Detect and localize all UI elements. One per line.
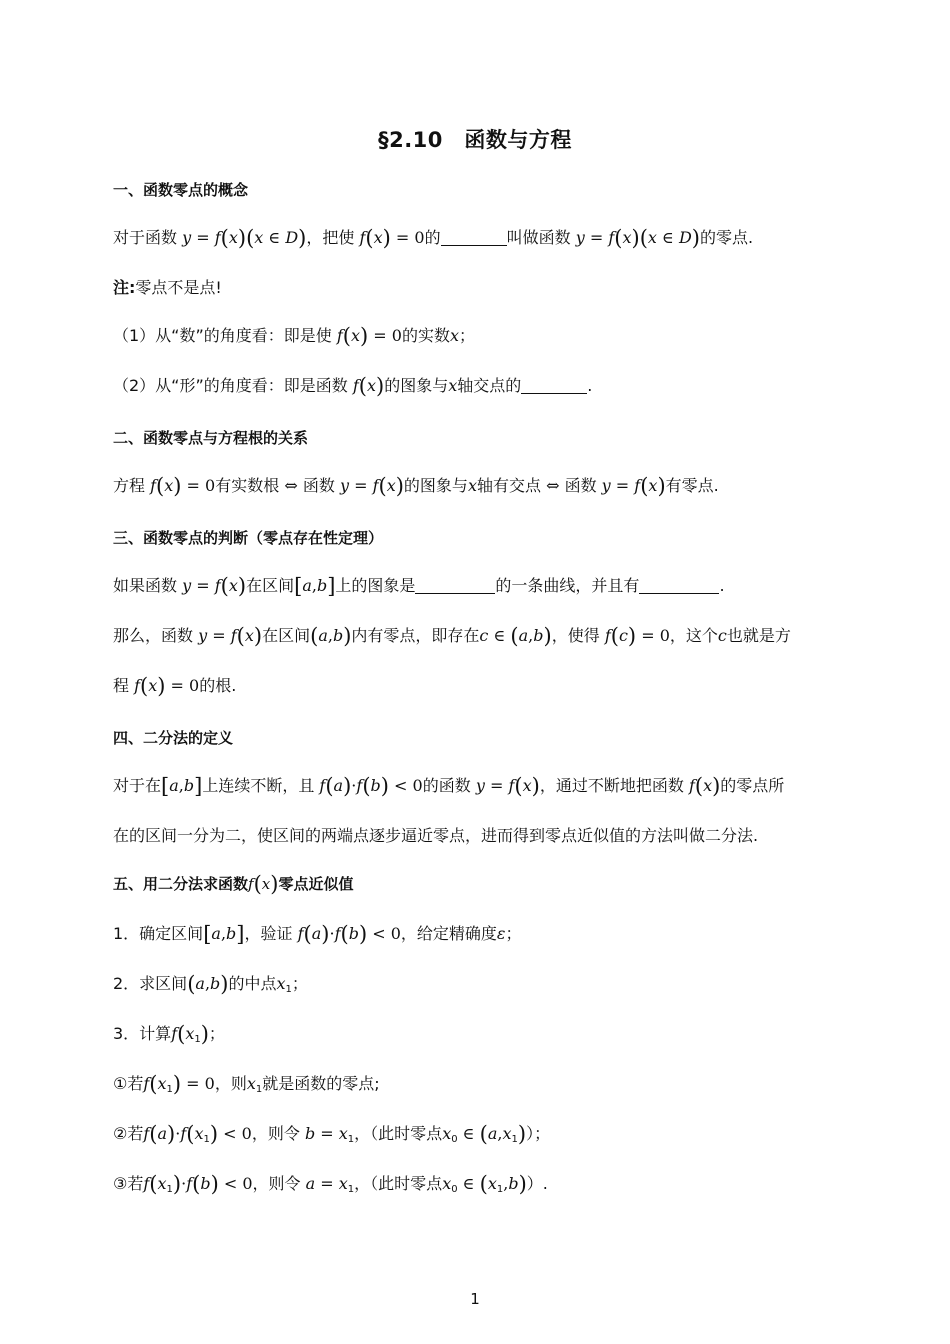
paragraph-equivalence: 方程 f(x) = 0有实数根 ⇔ 函数 y = f(x)的图象与x轴有交点 ⇔ 函数 y = f(x)有零点. — [113, 474, 719, 498]
step-3: 3．计算$f(x_1)$； — [113, 1022, 225, 1046]
fill-blank — [415, 575, 495, 594]
section-heading-2: 二、函数零点与方程根的关系 — [113, 429, 309, 447]
section-heading-3: 三、函数零点的判断（零点存在性定理） — [113, 529, 384, 547]
case-2: ②若$f(a)\cdot f(x_1) < 0$，则令 $b = x_1$，（此时零点$x_0$ ∈ $(a,x_1)$）； — [113, 1122, 551, 1146]
case-1: ①若$f(x_1) = 0$，则$x_1$就是函数的零点; — [113, 1072, 380, 1096]
section-heading-5: 五、用二分法求函数f(x)零点近似值 — [113, 872, 354, 896]
bisection-definition-line-2: 在的区间一分为二，使区间的两端点逐步逼近零点，进而得到零点近似值的方法叫做二分法. — [113, 826, 759, 845]
bisection-definition-line-1: 对于在[a,b]上连续不断，且 f(a)·f(b) < 0的函数 y = f(x)，通过不断地把函数 f(x)的零点所 — [113, 774, 785, 798]
page-number: 1 — [470, 1290, 480, 1308]
theorem-line-2: 那么，函数 y = f(x)在区间(a,b)内有零点，即存在c ∈ (a,b)，使得 f(c) = 0，这个c也就是方 — [113, 624, 791, 648]
section-heading-4: 四、二分法的定义 — [113, 729, 234, 747]
case-3: ③若$f(x_1)\cdot f(b) < 0$，则令 $a = x_1$，（此时零点$x_0$ ∈ $(x_1,b)$）. — [113, 1172, 548, 1196]
fill-blank — [521, 375, 587, 394]
step-2: 2．求区间(a,b)的中点$x_1$； — [113, 972, 308, 996]
theorem-line-1: 如果函数 y = f(x)在区间[a,b]上的图象是 的一条曲线，并且有 . — [113, 574, 725, 598]
fill-blank — [639, 575, 719, 594]
note: 注:零点不是点! — [113, 278, 222, 297]
note-item-1: （1）从“数”的角度看：即是使 f(x) = 0的实数x； — [113, 324, 476, 348]
theorem-line-3: 程 f(x) = 0的根. — [113, 674, 237, 698]
paragraph-zero-definition: 对于函数 y = f(x)(x ∈ D)，把使 f(x) = 0的 叫做函数 y = f(x)(x ∈ D)的零点. — [113, 226, 754, 250]
step-1: 1．确定区间[a,b]，验证 f(a)·f(b) < 0，给定精确度ε； — [113, 922, 522, 946]
note-item-2: （2）从“形”的角度看：即是函数 f(x)的图象与x轴交点的 . — [113, 374, 593, 398]
page-title: §2.10 函数与方程 — [378, 128, 572, 152]
fill-blank — [441, 227, 507, 246]
section-heading-1: 一、函数零点的概念 — [113, 181, 249, 199]
